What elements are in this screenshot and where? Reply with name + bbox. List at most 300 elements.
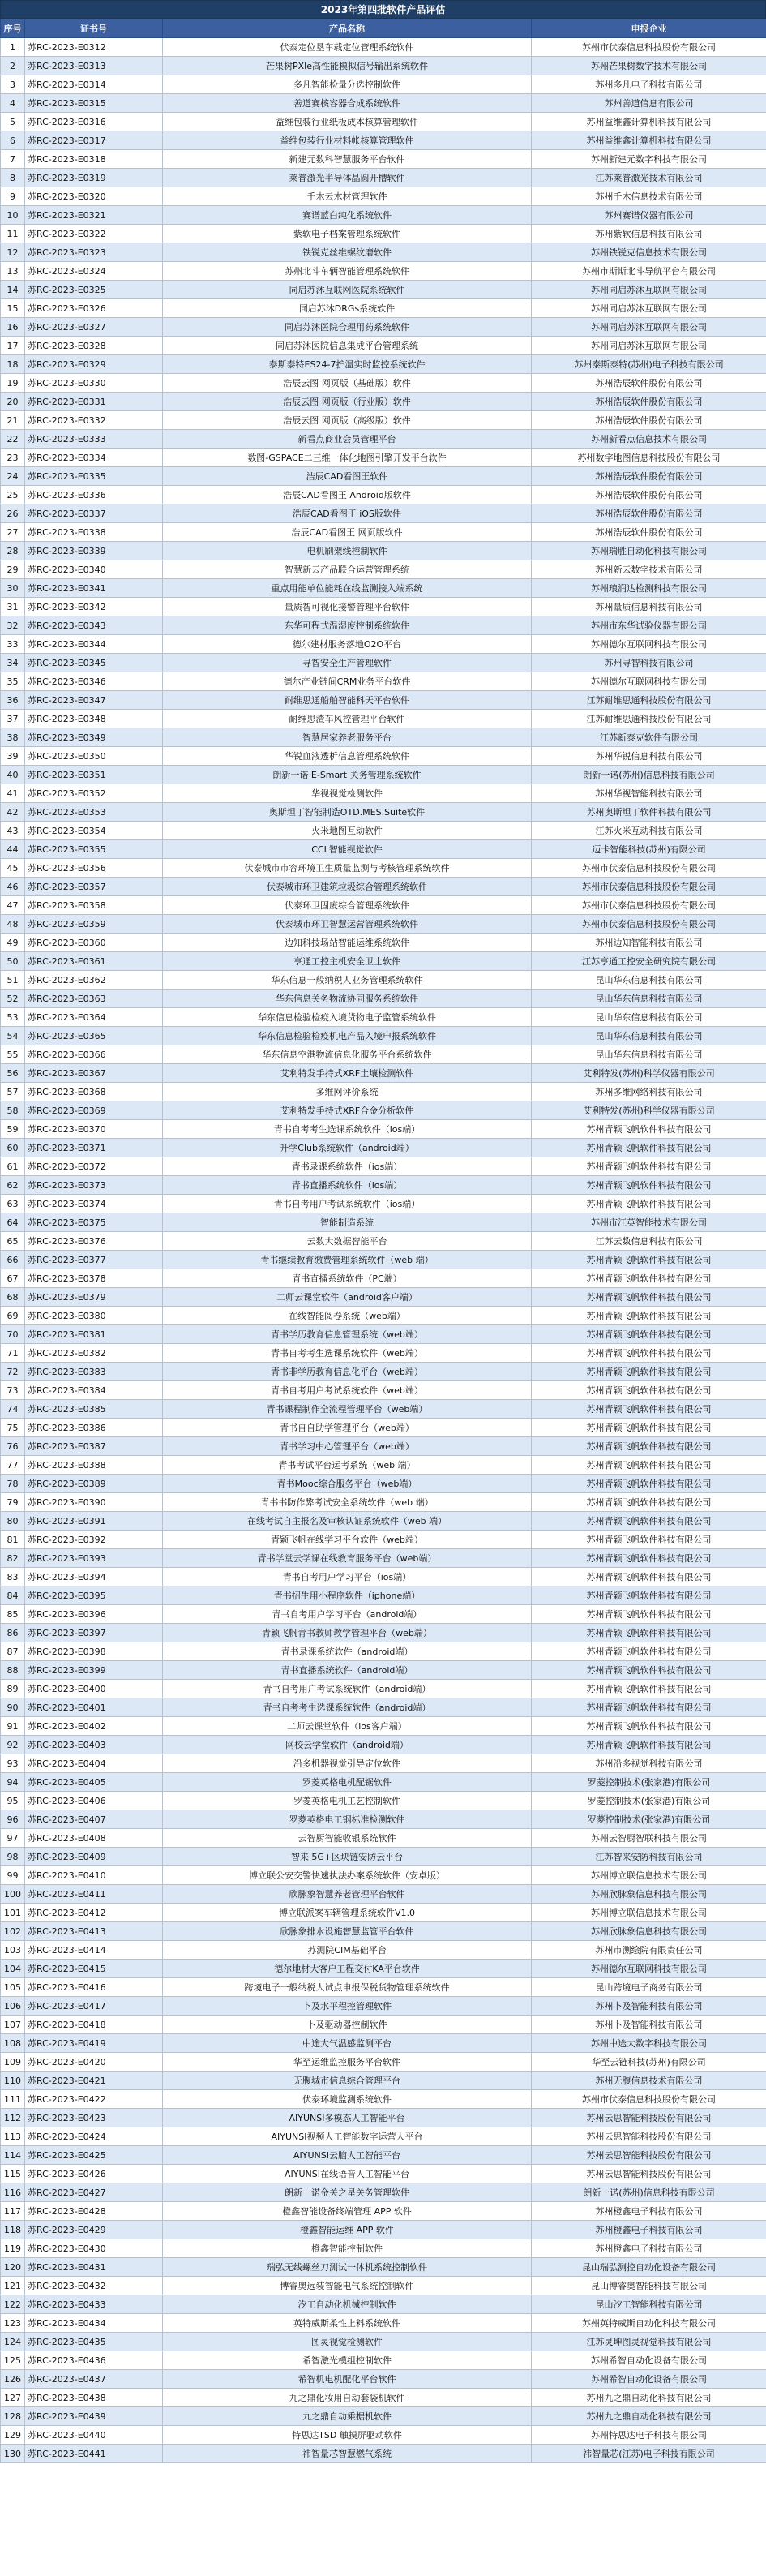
company-name: 苏州市伏泰信息科技股份有限公司 [532,2090,766,2109]
row-index: 40 [1,766,25,784]
table-row [1,579,766,598]
row-index: 38 [1,728,25,747]
product-name: 浩辰CAD看图王软件 [163,467,532,486]
product-name: 华东信息检验检疫机电产品入境申报系统软件 [163,1027,532,1045]
certificate-number: 苏RC-2023-E0431 [25,2258,163,2277]
product-name: 东华可程式温湿度控制系统软件 [163,616,532,635]
company-name: 苏州橙鑫电子科技有限公司 [532,2221,766,2239]
row-index: 20 [1,393,25,411]
company-name: 苏州边知智能科技有限公司 [532,934,766,952]
row-index: 99 [1,1866,25,1885]
row-index: 30 [1,579,25,598]
product-name: 朗新一诺 E-Smart 关务管理系统软件 [163,766,532,784]
table-row [1,710,766,728]
table-row [1,206,766,225]
certificate-number: 苏RC-2023-E0372 [25,1157,163,1176]
table-row [1,1605,766,1624]
row-index: 85 [1,1605,25,1624]
product-name: 希智激光模组控制软件 [163,2351,532,2370]
product-name: 青颖飞帆在线学习平台软件（web端） [163,1531,532,1549]
row-index: 5 [1,113,25,131]
product-name: 青书学历教育信息管理系统（web端） [163,1325,532,1344]
product-name: 数图-GSPACE二三维一体化地图引擎开发平台软件 [163,449,532,467]
product-name: 青颖飞帆青书教师教学管理平台（web端） [163,1624,532,1642]
product-name: 青书直播系统软件（PC端） [163,1269,532,1288]
row-index: 25 [1,486,25,504]
table-row [1,1064,766,1083]
product-name: 青书Mooc综合服务平台（web端） [163,1475,532,1493]
table-row [1,38,766,57]
company-name: 江苏莱普激光技术有限公司 [532,169,766,187]
product-name: 量质智可视化接警管理平台软件 [163,598,532,616]
certificate-number: 苏RC-2023-E0398 [25,1642,163,1661]
product-name: 同启苏沐医院合理用药系统软件 [163,318,532,337]
row-index: 88 [1,1661,25,1680]
certificate-number: 苏RC-2023-E0313 [25,57,163,75]
table-row [1,1101,766,1120]
company-name: 苏州青颖飞帆软件科技有限公司 [532,1139,766,1157]
certificate-number: 苏RC-2023-E0366 [25,1045,163,1064]
row-index: 68 [1,1288,25,1307]
table-row [1,1456,766,1475]
table-row [1,1941,766,1960]
certificate-number: 苏RC-2023-E0332 [25,411,163,430]
company-name: 苏州青颖飞帆软件科技有限公司 [532,1531,766,1549]
row-index: 104 [1,1960,25,1978]
product-name: 苏测院CIM基础平台 [163,1941,532,1960]
row-index: 77 [1,1456,25,1475]
table-row [1,616,766,635]
company-name: 苏州青颖飞帆软件科技有限公司 [532,1325,766,1344]
company-name: 苏州特思达电子科技有限公司 [532,2426,766,2445]
company-name: 苏州青颖飞帆软件科技有限公司 [532,1698,766,1717]
row-index: 71 [1,1344,25,1363]
table-body [1,38,766,2463]
certificate-number: 苏RC-2023-E0417 [25,1997,163,2016]
table-row [1,1120,766,1139]
company-name: 苏州浩辰软件股份有限公司 [532,467,766,486]
table-row [1,1717,766,1736]
company-name: 苏州瑞胜自动化科技有限公司 [532,542,766,560]
row-index: 26 [1,504,25,523]
certificate-number: 苏RC-2023-E0432 [25,2277,163,2295]
table-row [1,840,766,859]
product-name: 青书直播系统软件（android端） [163,1661,532,1680]
certificate-number: 苏RC-2023-E0414 [25,1941,163,1960]
row-index: 24 [1,467,25,486]
row-index: 31 [1,598,25,616]
table-row [1,75,766,94]
table-row [1,952,766,971]
certificate-number: 苏RC-2023-E0416 [25,1978,163,1997]
row-index: 69 [1,1307,25,1325]
row-index: 43 [1,822,25,840]
row-index: 50 [1,952,25,971]
table-row [1,654,766,672]
product-name: 德尔产业链间CRM业务平台软件 [163,672,532,691]
company-name: 迈卡智能科技(苏州)有限公司 [532,840,766,859]
product-name: 青书自考用户学习平台（android端） [163,1605,532,1624]
certificate-number: 苏RC-2023-E0335 [25,467,163,486]
table-row [1,262,766,281]
certificate-number: 苏RC-2023-E0375 [25,1213,163,1232]
table-row [1,542,766,560]
certificate-number: 苏RC-2023-E0337 [25,504,163,523]
row-index: 2 [1,57,25,75]
row-index: 130 [1,2445,25,2463]
certificate-number: 苏RC-2023-E0437 [25,2370,163,2389]
company-name: 苏州多维网络科技有限公司 [532,1083,766,1101]
product-name: 芒果树PXle高性能模拟信号输出系统软件 [163,57,532,75]
table-row [1,1997,766,2016]
row-index: 15 [1,299,25,318]
row-index: 109 [1,2053,25,2072]
product-name: 益维包装行业材料帐核算管理软件 [163,131,532,150]
certificate-number: 苏RC-2023-E0428 [25,2202,163,2221]
table-row [1,523,766,542]
company-name: 苏州青颖飞帆软件科技有限公司 [532,1642,766,1661]
company-name: 苏州紫软信息科技有限公司 [532,225,766,243]
product-name: 青书学堂云学课在线教育服务平台（web端） [163,1549,532,1568]
certificate-number: 苏RC-2023-E0400 [25,1680,163,1698]
certificate-number: 苏RC-2023-E0408 [25,1829,163,1848]
company-name: 昆山博睿奥智能科技有限公司 [532,2277,766,2295]
product-name: 卜及驱动器控制软件 [163,2016,532,2034]
row-index: 28 [1,542,25,560]
product-name: 同启苏沐互联网医院系统软件 [163,281,532,299]
table-row [1,1698,766,1717]
certificate-number: 苏RC-2023-E0330 [25,374,163,393]
company-name: 江苏新泰克软件有限公司 [532,728,766,747]
company-name: 苏州云思智能科技股份有限公司 [532,2127,766,2146]
row-index: 128 [1,2407,25,2426]
product-name: 博立联公安交警快速执法办案系统软件（安卓版） [163,1866,532,1885]
product-name: 华东信息空港物流信息化服务平台系统软件 [163,1045,532,1064]
header-company: 申报企业 [532,19,766,38]
certificate-number: 苏RC-2023-E0406 [25,1792,163,1810]
certificate-number: 苏RC-2023-E0418 [25,2016,163,2034]
certificate-number: 苏RC-2023-E0430 [25,2239,163,2258]
product-name: 青书招生用小程序软件（iphone端） [163,1586,532,1605]
table-row [1,1493,766,1512]
table-row [1,2445,766,2463]
certificate-number: 苏RC-2023-E0434 [25,2314,163,2333]
company-name: 苏州青颖飞帆软件科技有限公司 [532,1419,766,1437]
certificate-number: 苏RC-2023-E0399 [25,1661,163,1680]
certificate-number: 苏RC-2023-E0402 [25,1717,163,1736]
table-row [1,766,766,784]
company-name: 苏州九之鼎自动化科技有限公司 [532,2389,766,2407]
table-row [1,243,766,262]
product-name: 罗菱英格电机工艺控制软件 [163,1792,532,1810]
certificate-number: 苏RC-2023-E0373 [25,1176,163,1195]
table-row [1,2127,766,2146]
company-name: 苏州云思智能科技股份有限公司 [532,2165,766,2183]
certificate-number: 苏RC-2023-E0358 [25,896,163,915]
certificate-number: 苏RC-2023-E0362 [25,971,163,990]
row-index: 86 [1,1624,25,1642]
row-index: 82 [1,1549,25,1568]
company-name: 苏州浩辰软件股份有限公司 [532,486,766,504]
certificate-number: 苏RC-2023-E0351 [25,766,163,784]
certificate-number: 苏RC-2023-E0439 [25,2407,163,2426]
table-row [1,2407,766,2426]
certificate-number: 苏RC-2023-E0350 [25,747,163,766]
product-name: 青书自考考生选课系统软件（web端） [163,1344,532,1363]
table-row [1,1307,766,1325]
product-name: 卜及水平程控管理软件 [163,1997,532,2016]
certificate-number: 苏RC-2023-E0420 [25,2053,163,2072]
table-row [1,1922,766,1941]
certificate-number: 苏RC-2023-E0334 [25,449,163,467]
row-index: 127 [1,2389,25,2407]
table-row [1,1419,766,1437]
table-row [1,1437,766,1456]
certificate-number: 苏RC-2023-E0360 [25,934,163,952]
certificate-number: 苏RC-2023-E0344 [25,635,163,654]
product-name: 艾利特发手持式XRF合金分析软件 [163,1101,532,1120]
product-name: 多维网评价系统 [163,1083,532,1101]
table-row [1,2314,766,2333]
table-row [1,1549,766,1568]
row-index: 95 [1,1792,25,1810]
table-row [1,803,766,822]
certificate-number: 苏RC-2023-E0370 [25,1120,163,1139]
row-index: 32 [1,616,25,635]
table-row [1,1288,766,1307]
company-name: 苏州量质信息科技有限公司 [532,598,766,616]
row-index: 72 [1,1363,25,1381]
header-index: 序号 [1,19,25,38]
company-name: 苏州琅润达检测科技有限公司 [532,579,766,598]
company-name: 苏州橙鑫电子科技有限公司 [532,2239,766,2258]
product-name: AIYUNSI在线语音人工智能平台 [163,2165,532,2183]
certificate-number: 苏RC-2023-E0396 [25,1605,163,1624]
row-index: 33 [1,635,25,654]
row-index: 41 [1,784,25,803]
table-row [1,1251,766,1269]
table-row [1,1866,766,1885]
table-row [1,1344,766,1363]
table-row [1,1325,766,1344]
product-name: 华东信息关务物流协同服务系统软件 [163,990,532,1008]
company-name: 昆山华东信息科技有限公司 [532,990,766,1008]
certificate-number: 苏RC-2023-E0323 [25,243,163,262]
company-name: 苏州中途大数字科技有限公司 [532,2034,766,2053]
product-name: 艾利特发手持式XRF土壤检测软件 [163,1064,532,1083]
row-index: 7 [1,150,25,169]
product-name: 浩辰云图 网页版（高级版）软件 [163,411,532,430]
table-row [1,299,766,318]
product-name: 华视视觉检测软件 [163,784,532,803]
company-name: 苏州青颖飞帆软件科技有限公司 [532,1120,766,1139]
table-row [1,1736,766,1754]
product-name: 橙鑫智能运维 APP 软件 [163,2221,532,2239]
certificate-number: 苏RC-2023-E0318 [25,150,163,169]
product-name: 德尔地材大客户工程交付KA平台软件 [163,1960,532,1978]
product-name: 益维包装行业纸板成本核算管理软件 [163,113,532,131]
company-name: 苏州青颖飞帆软件科技有限公司 [532,1549,766,1568]
certificate-number: 苏RC-2023-E0331 [25,393,163,411]
certificate-number: 苏RC-2023-E0328 [25,337,163,355]
company-name: 苏州市测绘院有限责任公司 [532,1941,766,1960]
row-index: 55 [1,1045,25,1064]
row-index: 123 [1,2314,25,2333]
row-index: 107 [1,2016,25,2034]
company-name: 昆山华东信息科技有限公司 [532,1045,766,1064]
certificate-number: 苏RC-2023-E0315 [25,94,163,113]
row-index: 47 [1,896,25,915]
certificate-number: 苏RC-2023-E0333 [25,430,163,449]
certificate-number: 苏RC-2023-E0387 [25,1437,163,1456]
table-row [1,822,766,840]
table-row [1,1213,766,1232]
product-name: 汐工自动化机械控制软件 [163,2295,532,2314]
certificate-number: 苏RC-2023-E0410 [25,1866,163,1885]
row-index: 102 [1,1922,25,1941]
company-name: 苏州铁锐克信息技术有限公司 [532,243,766,262]
company-name: 苏州芒果树数字技术有限公司 [532,57,766,75]
product-name: 网校云学堂软件（android端） [163,1736,532,1754]
row-index: 76 [1,1437,25,1456]
certificate-number: 苏RC-2023-E0379 [25,1288,163,1307]
product-name: 跨境电子一般纳税人试点申报保税货物管理系统软件 [163,1978,532,1997]
row-index: 6 [1,131,25,150]
company-name: 苏州青颖飞帆软件科技有限公司 [532,1475,766,1493]
certificate-number: 苏RC-2023-E0395 [25,1586,163,1605]
table-row [1,2389,766,2407]
product-name: 罗菱英格电机配锯软件 [163,1773,532,1792]
product-name: 青书学习中心管理平台（web端） [163,1437,532,1456]
company-name: 苏州欣脉象信息科技有限公司 [532,1885,766,1904]
company-name: 苏州青颖飞帆软件科技有限公司 [532,1605,766,1624]
table-row [1,1978,766,1997]
row-index: 4 [1,94,25,113]
certificate-number: 苏RC-2023-E0314 [25,75,163,94]
certificate-number: 苏RC-2023-E0423 [25,2109,163,2127]
company-name: 苏州浩辰软件股份有限公司 [532,374,766,393]
company-name: 苏州新云数字技术有限公司 [532,560,766,579]
row-index: 21 [1,411,25,430]
table-row [1,1773,766,1792]
product-name: 同启苏沐DRGs系统软件 [163,299,532,318]
row-index: 3 [1,75,25,94]
row-index: 45 [1,859,25,878]
row-index: 89 [1,1680,25,1698]
row-index: 79 [1,1493,25,1512]
certificate-number: 苏RC-2023-E0388 [25,1456,163,1475]
company-name: 苏州青颖飞帆软件科技有限公司 [532,1400,766,1419]
row-index: 94 [1,1773,25,1792]
row-index: 44 [1,840,25,859]
product-name: 火米地图互动软件 [163,822,532,840]
company-name: 苏州青颖飞帆软件科技有限公司 [532,1456,766,1475]
row-index: 16 [1,318,25,337]
table-row [1,1008,766,1027]
row-index: 108 [1,2034,25,2053]
company-name: 江苏智来安防科技有限公司 [532,1848,766,1866]
table-row [1,2183,766,2202]
row-index: 9 [1,187,25,206]
table-row [1,449,766,467]
product-name: 重点用能单位能耗在线监测接入端系统 [163,579,532,598]
row-index: 124 [1,2333,25,2351]
certificate-number: 苏RC-2023-E0322 [25,225,163,243]
table-row [1,2258,766,2277]
product-name: 青书自考用户考试系统软件（ios端） [163,1195,532,1213]
certificate-number: 苏RC-2023-E0441 [25,2445,163,2463]
table-row [1,57,766,75]
row-index: 93 [1,1754,25,1773]
table-row [1,747,766,766]
product-name: 新建元数科智慧服务平台软件 [163,150,532,169]
table-row [1,2221,766,2239]
row-index: 12 [1,243,25,262]
row-index: 100 [1,1885,25,1904]
company-name: 江苏云数信息科技有限公司 [532,1232,766,1251]
company-name: 艾利特发(苏州)科学仪器有限公司 [532,1101,766,1120]
product-name: 朗新一诺金关之星关务管理软件 [163,2183,532,2202]
row-index: 23 [1,449,25,467]
company-name: 苏州无腹信息技术有限公司 [532,2072,766,2090]
row-index: 66 [1,1251,25,1269]
product-name: 伏泰城市环卫建筑垃圾综合管理系统软件 [163,878,532,896]
certificate-number: 苏RC-2023-E0407 [25,1810,163,1829]
product-name: 中途大气温感监测平台 [163,2034,532,2053]
row-index: 114 [1,2146,25,2165]
company-name: 苏州卜及智能科技有限公司 [532,2016,766,2034]
row-index: 97 [1,1829,25,1848]
row-index: 57 [1,1083,25,1101]
product-name: 青书自考考生选课系统软件（android端） [163,1698,532,1717]
company-name: 苏州青颖飞帆软件科技有限公司 [532,1624,766,1642]
product-name: 青书非学历教育信息化平台（web端） [163,1363,532,1381]
row-index: 83 [1,1568,25,1586]
row-index: 103 [1,1941,25,1960]
table-row [1,990,766,1008]
certificate-number: 苏RC-2023-E0345 [25,654,163,672]
certificate-number: 苏RC-2023-E0327 [25,318,163,337]
company-name: 江苏火米互动科技有限公司 [532,822,766,840]
product-name: 伏泰城市环卫智慧运营管理系统软件 [163,915,532,934]
row-index: 46 [1,878,25,896]
row-index: 42 [1,803,25,822]
row-index: 18 [1,355,25,374]
company-name: 昆山瑞弘测控自动化设备有限公司 [532,2258,766,2277]
company-name: 苏州青颖飞帆软件科技有限公司 [532,1195,766,1213]
product-name: 博睿奥远装智能电气系统控制软件 [163,2277,532,2295]
product-name: 希智机电机配化平台软件 [163,2370,532,2389]
table-row [1,1139,766,1157]
row-index: 87 [1,1642,25,1661]
row-index: 59 [1,1120,25,1139]
product-name: 祎智量芯智慧燃气系统 [163,2445,532,2463]
company-name: 苏州新建元数字科技有限公司 [532,150,766,169]
row-index: 29 [1,560,25,579]
table-row [1,1195,766,1213]
product-name: 罗菱英格电工钢标准检测软件 [163,1810,532,1829]
product-name: AIYUNSI视频人工智能数字运营人平台 [163,2127,532,2146]
product-name: 沿多机器视觉引导定位软件 [163,1754,532,1773]
certificate-number: 苏RC-2023-E0359 [25,915,163,934]
table-row [1,859,766,878]
table-row [1,2351,766,2370]
product-name: 英特威斯柔性上料系统软件 [163,2314,532,2333]
company-name: 苏州青颖飞帆软件科技有限公司 [532,1288,766,1307]
certificate-number: 苏RC-2023-E0380 [25,1307,163,1325]
row-index: 78 [1,1475,25,1493]
header-code: 证书号 [25,19,163,38]
